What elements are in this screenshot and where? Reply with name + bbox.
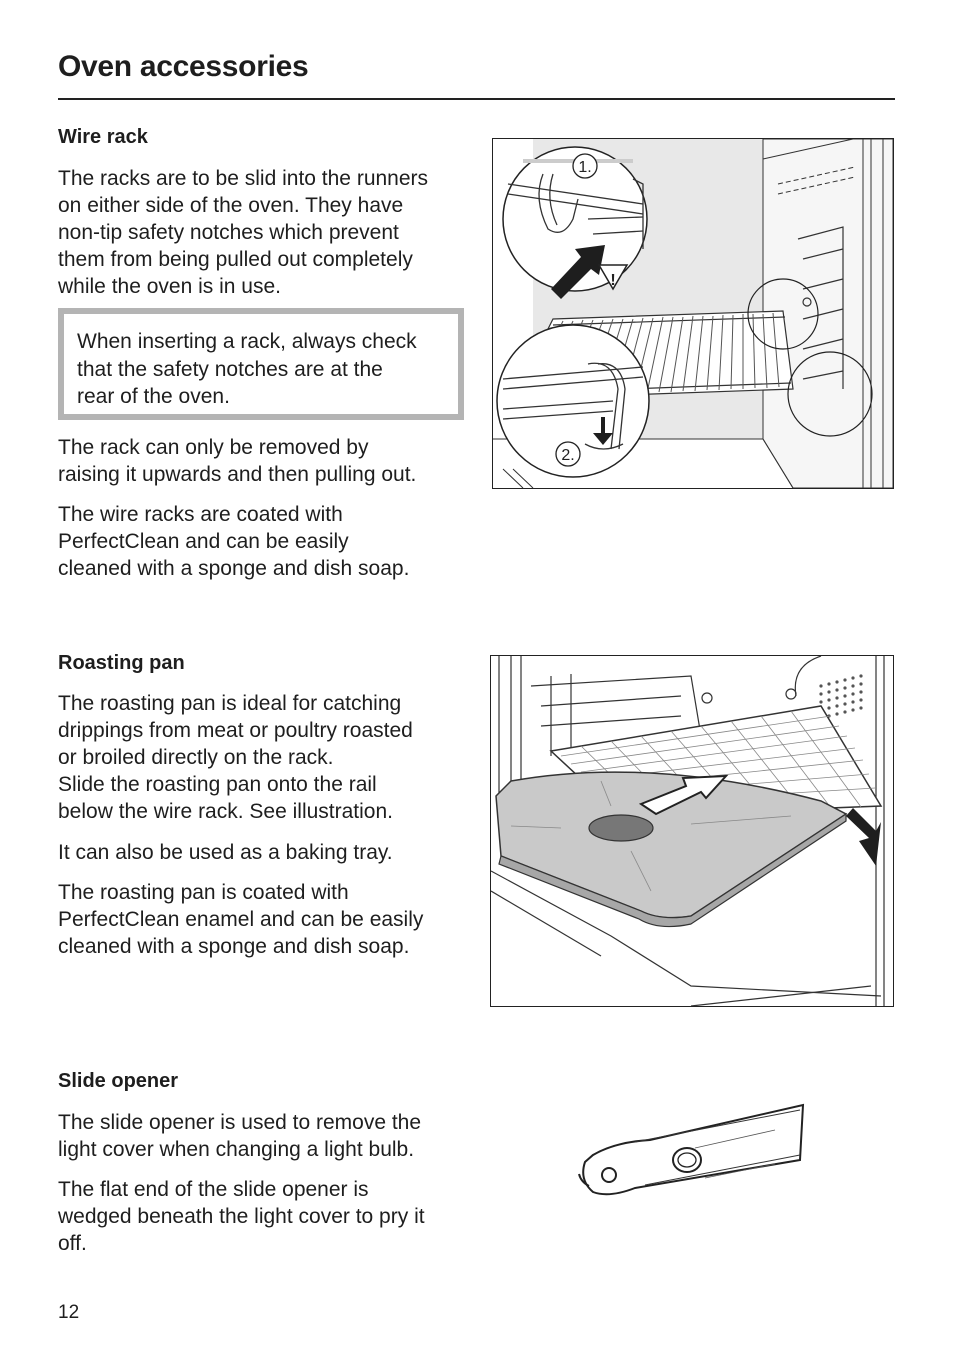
page-number: 12: [58, 1302, 80, 1323]
slide-opener-illustration: [575, 1100, 810, 1205]
roasting-pan-paragraph-1: The roasting pan is ideal for catching drippings from meat or poultry roasted or broiled directly on the rack. Slide the roasting pan onto the rail below the wire rack. See illustration.: [58, 692, 413, 823]
callout-1-label: 1.: [578, 159, 592, 176]
title-divider: [58, 98, 895, 100]
roasting-pan-heading: Roasting pan: [58, 652, 185, 674]
wire-rack-paragraph-2: The rack can only be removed by raising it upwards and then pulling out.: [58, 436, 417, 486]
slide-opener-heading: Slide opener: [58, 1070, 179, 1092]
slide-opener-paragraph-2: The flat end of the slide opener is wedged beneath the light cover to pry it off.: [58, 1178, 425, 1255]
wire-rack-paragraph-3: The wire racks are coated with PerfectClean and can be easily cleaned with a sponge and dish soap.: [58, 503, 410, 580]
wire-rack-heading: Wire rack: [58, 126, 148, 148]
slide-opener-paragraph-1: The slide opener is used to remove the light cover when changing a light bulb.: [58, 1111, 422, 1161]
wire-rack-paragraph-1: The racks are to be slid into the runners on either side of the oven. They have non-tip safety notches which prevent them from being pulled out completely while the oven is in use.: [58, 167, 429, 298]
roasting-pan-paragraph-2: It can also be used as a baking tray.: [58, 841, 393, 864]
roasting-pan-paragraph-3: The roasting pan is coated with PerfectClean enamel and can be easily cleaned with a sponge and dish soap.: [58, 881, 424, 958]
roasting-pan-illustration: [490, 655, 894, 1007]
callout-2-label: 2.: [561, 447, 575, 464]
wire-rack-safety-note: When inserting a rack, always check that the safety notches are at the rear of the oven.: [58, 308, 464, 420]
page-title: Oven accessories: [58, 50, 309, 83]
svg-text:!: !: [610, 272, 616, 289]
wire-rack-illustration: [492, 138, 894, 489]
